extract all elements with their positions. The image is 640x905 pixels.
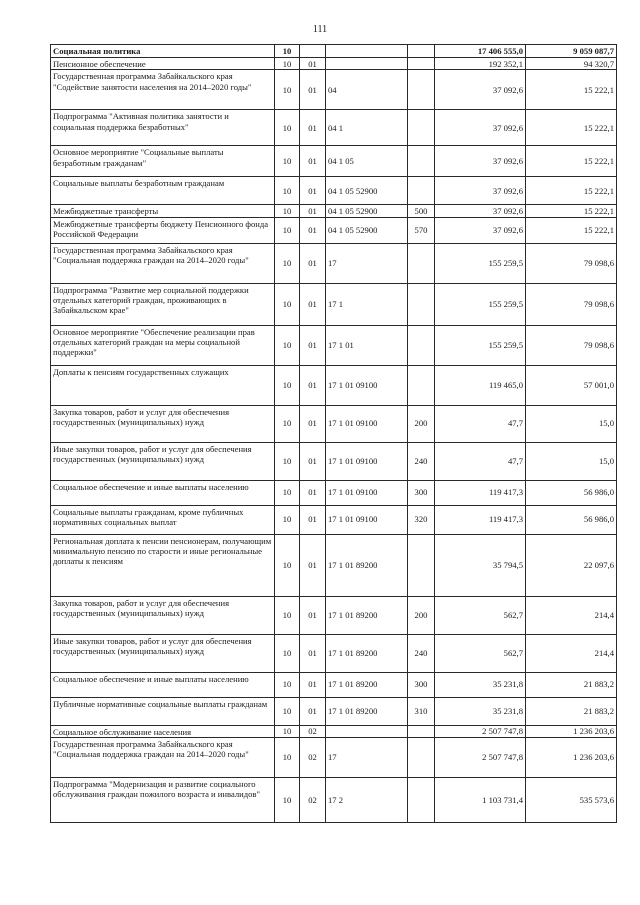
table-row xyxy=(51,70,617,110)
row-name: Межбюджетные трансферты бюджету Пенсионного фонда Российской Федерации xyxy=(51,217,275,243)
row-expense-type xyxy=(408,534,435,596)
table-row xyxy=(51,58,617,70)
row-target-article: 17 1 01 09100 xyxy=(326,405,408,442)
row-amount-actual: 56 986,0 xyxy=(526,480,617,505)
row-section: 10 xyxy=(275,596,300,634)
row-subsection: 01 xyxy=(300,110,326,146)
row-target-article: 17 1 01 09100 xyxy=(326,442,408,480)
table-row xyxy=(51,217,617,243)
row-subsection: 01 xyxy=(300,596,326,634)
row-amount-actual: 535 573,6 xyxy=(526,777,617,822)
row-section: 10 xyxy=(275,70,300,110)
table-row xyxy=(51,405,617,442)
row-amount-actual: 15 222,1 xyxy=(526,110,617,146)
row-name: Государственная программа Забайкальского края "Социальная поддержка граждан на 2014–2020 годы" xyxy=(51,243,275,283)
row-section: 10 xyxy=(275,217,300,243)
row-target-article xyxy=(326,725,408,737)
row-expense-type: 320 xyxy=(408,505,435,534)
table-row xyxy=(51,45,617,58)
row-amount-actual: 15,0 xyxy=(526,405,617,442)
row-subsection xyxy=(300,45,326,58)
row-name: Подпрограмма "Активная политика занятости и социальная поддержка безработных" xyxy=(51,110,275,146)
row-name: Иные закупки товаров, работ и услуг для обеспечения государственных (муниципальных) нужд xyxy=(51,634,275,672)
row-section: 10 xyxy=(275,45,300,58)
row-amount-actual: 214,4 xyxy=(526,596,617,634)
row-amount-plan: 2 507 747,8 xyxy=(435,737,526,777)
row-section: 10 xyxy=(275,672,300,697)
row-name: Социальная политика xyxy=(51,45,275,58)
row-name: Социальные выплаты гражданам, кроме публичных нормативных социальных выплат xyxy=(51,505,275,534)
row-amount-actual: 79 098,6 xyxy=(526,243,617,283)
row-expense-type xyxy=(408,58,435,70)
row-amount-actual: 57 001,0 xyxy=(526,365,617,405)
table-row xyxy=(51,365,617,405)
row-target-article: 04 1 05 52900 xyxy=(326,177,408,205)
row-amount-actual: 15 222,1 xyxy=(526,70,617,110)
row-amount-actual: 94 320,7 xyxy=(526,58,617,70)
row-subsection: 01 xyxy=(300,365,326,405)
row-name: Основное мероприятие "Обеспечение реализации прав отдельных категорий граждан на меры социальной поддержки" xyxy=(51,325,275,365)
row-subsection: 01 xyxy=(300,243,326,283)
row-expense-type: 500 xyxy=(408,205,435,217)
row-amount-actual: 1 236 203,6 xyxy=(526,737,617,777)
row-amount-actual: 21 883,2 xyxy=(526,697,617,725)
row-amount-plan: 192 352,1 xyxy=(435,58,526,70)
row-target-article: 17 1 xyxy=(326,283,408,325)
row-section: 10 xyxy=(275,365,300,405)
row-name: Социальные выплаты безработным гражданам xyxy=(51,177,275,205)
row-name: Подпрограмма "Развитие мер социальной поддержки отдельных категорий граждан, проживающих в Забайкальском крае" xyxy=(51,283,275,325)
row-subsection: 01 xyxy=(300,283,326,325)
row-amount-actual: 79 098,6 xyxy=(526,325,617,365)
row-section: 10 xyxy=(275,725,300,737)
row-section: 10 xyxy=(275,505,300,534)
row-amount-plan: 47,7 xyxy=(435,405,526,442)
row-amount-actual: 214,4 xyxy=(526,634,617,672)
row-subsection: 01 xyxy=(300,146,326,177)
row-name: Социальное обеспечение и иные выплаты населению xyxy=(51,480,275,505)
row-name: Межбюджетные трансферты xyxy=(51,205,275,217)
table-row xyxy=(51,243,617,283)
row-name: Государственная программа Забайкальского края "Социальная поддержка граждан на 2014–2020 годы" xyxy=(51,737,275,777)
row-expense-type: 300 xyxy=(408,480,435,505)
row-subsection: 01 xyxy=(300,325,326,365)
row-amount-actual: 15 222,1 xyxy=(526,205,617,217)
row-amount-actual: 15 222,1 xyxy=(526,146,617,177)
row-target-article: 17 2 xyxy=(326,777,408,822)
table-row xyxy=(51,110,617,146)
row-target-article: 17 xyxy=(326,737,408,777)
row-expense-type xyxy=(408,777,435,822)
row-subsection: 01 xyxy=(300,534,326,596)
row-amount-plan: 37 092,6 xyxy=(435,205,526,217)
page-number: 111 xyxy=(312,24,328,35)
row-amount-actual: 15 222,1 xyxy=(526,217,617,243)
row-amount-plan: 37 092,6 xyxy=(435,110,526,146)
row-amount-plan: 155 259,5 xyxy=(435,243,526,283)
row-expense-type: 310 xyxy=(408,697,435,725)
row-section: 10 xyxy=(275,480,300,505)
row-section: 10 xyxy=(275,58,300,70)
row-target-article: 04 1 xyxy=(326,110,408,146)
row-amount-plan: 119 465,0 xyxy=(435,365,526,405)
row-expense-type: 240 xyxy=(408,634,435,672)
row-subsection: 01 xyxy=(300,672,326,697)
table-row xyxy=(51,634,617,672)
row-target-article xyxy=(326,58,408,70)
row-expense-type xyxy=(408,70,435,110)
row-amount-actual: 21 883,2 xyxy=(526,672,617,697)
row-expense-type xyxy=(408,325,435,365)
row-section: 10 xyxy=(275,243,300,283)
row-expense-type: 240 xyxy=(408,442,435,480)
row-section: 10 xyxy=(275,325,300,365)
row-subsection: 01 xyxy=(300,217,326,243)
row-target-article xyxy=(326,45,408,58)
row-amount-plan: 37 092,6 xyxy=(435,70,526,110)
table-row xyxy=(51,725,617,737)
row-section: 10 xyxy=(275,634,300,672)
row-target-article: 04 xyxy=(326,70,408,110)
row-section: 10 xyxy=(275,205,300,217)
table-row xyxy=(51,505,617,534)
row-expense-type: 200 xyxy=(408,405,435,442)
row-section: 10 xyxy=(275,442,300,480)
row-section: 10 xyxy=(275,283,300,325)
budget-table-body xyxy=(51,45,617,823)
table-row xyxy=(51,534,617,596)
row-subsection: 01 xyxy=(300,177,326,205)
row-amount-plan: 47,7 xyxy=(435,442,526,480)
row-subsection: 02 xyxy=(300,725,326,737)
row-section: 10 xyxy=(275,110,300,146)
row-target-article: 17 xyxy=(326,243,408,283)
row-amount-plan: 562,7 xyxy=(435,596,526,634)
row-amount-actual: 15 222,1 xyxy=(526,177,617,205)
row-amount-plan: 17 406 555,0 xyxy=(435,45,526,58)
row-amount-actual: 1 236 203,6 xyxy=(526,725,617,737)
table-row xyxy=(51,596,617,634)
row-amount-plan: 37 092,6 xyxy=(435,177,526,205)
table-row xyxy=(51,777,617,822)
row-subsection: 01 xyxy=(300,58,326,70)
row-name: Социальное обслуживание населения xyxy=(51,725,275,737)
row-amount-plan: 35 231,8 xyxy=(435,697,526,725)
row-target-article: 17 1 01 89200 xyxy=(326,697,408,725)
row-name: Государственная программа Забайкальского края "Содействие занятости населения на 2014–2020 годы" xyxy=(51,70,275,110)
row-target-article: 17 1 01 09100 xyxy=(326,365,408,405)
row-subsection: 01 xyxy=(300,405,326,442)
row-target-article: 17 1 01 xyxy=(326,325,408,365)
row-amount-actual: 15,0 xyxy=(526,442,617,480)
table-row xyxy=(51,697,617,725)
row-section: 10 xyxy=(275,405,300,442)
row-expense-type: 570 xyxy=(408,217,435,243)
row-name: Публичные нормативные социальные выплаты гражданам xyxy=(51,697,275,725)
row-expense-type xyxy=(408,146,435,177)
row-section: 10 xyxy=(275,697,300,725)
row-subsection: 01 xyxy=(300,505,326,534)
row-subsection: 01 xyxy=(300,205,326,217)
row-name: Доплаты к пенсиям государственных служащих xyxy=(51,365,275,405)
row-expense-type xyxy=(408,737,435,777)
row-expense-type xyxy=(408,283,435,325)
row-name: Иные закупки товаров, работ и услуг для обеспечения государственных (муниципальных) нужд xyxy=(51,442,275,480)
row-amount-plan: 35 794,5 xyxy=(435,534,526,596)
table-row xyxy=(51,325,617,365)
row-expense-type: 300 xyxy=(408,672,435,697)
row-target-article: 17 1 01 89200 xyxy=(326,634,408,672)
row-subsection: 02 xyxy=(300,737,326,777)
row-section: 10 xyxy=(275,737,300,777)
row-target-article: 17 1 01 09100 xyxy=(326,480,408,505)
row-subsection: 02 xyxy=(300,777,326,822)
row-name: Основное мероприятие "Социальные выплаты безработным гражданам" xyxy=(51,146,275,177)
row-subsection: 01 xyxy=(300,442,326,480)
budget-table xyxy=(50,44,617,823)
row-amount-plan: 119 417,3 xyxy=(435,480,526,505)
table-row xyxy=(51,177,617,205)
row-expense-type xyxy=(408,110,435,146)
table-row xyxy=(51,480,617,505)
row-name: Социальное обеспечение и иные выплаты населению xyxy=(51,672,275,697)
row-subsection: 01 xyxy=(300,697,326,725)
table-row xyxy=(51,442,617,480)
row-target-article: 04 1 05 52900 xyxy=(326,205,408,217)
row-amount-plan: 155 259,5 xyxy=(435,325,526,365)
row-name: Пенсионное обеспечение xyxy=(51,58,275,70)
row-amount-actual: 79 098,6 xyxy=(526,283,617,325)
row-amount-plan: 119 417,3 xyxy=(435,505,526,534)
row-name: Закупка товаров, работ и услуг для обеспечения государственных (муниципальных) нужд xyxy=(51,596,275,634)
row-expense-type xyxy=(408,177,435,205)
row-amount-plan: 562,7 xyxy=(435,634,526,672)
row-amount-plan: 2 507 747,8 xyxy=(435,725,526,737)
row-expense-type xyxy=(408,45,435,58)
row-target-article: 17 1 01 89200 xyxy=(326,534,408,596)
row-target-article: 17 1 01 09100 xyxy=(326,505,408,534)
table-row xyxy=(51,146,617,177)
row-target-article: 17 1 01 89200 xyxy=(326,596,408,634)
row-section: 10 xyxy=(275,534,300,596)
row-subsection: 01 xyxy=(300,70,326,110)
table-row xyxy=(51,672,617,697)
row-section: 10 xyxy=(275,777,300,822)
row-expense-type: 200 xyxy=(408,596,435,634)
row-section: 10 xyxy=(275,177,300,205)
row-target-article: 17 1 01 89200 xyxy=(326,672,408,697)
row-amount-actual: 9 059 087,7 xyxy=(526,45,617,58)
row-subsection: 01 xyxy=(300,634,326,672)
table-row xyxy=(51,737,617,777)
row-expense-type xyxy=(408,725,435,737)
row-target-article: 04 1 05 52900 xyxy=(326,217,408,243)
row-expense-type xyxy=(408,365,435,405)
row-expense-type xyxy=(408,243,435,283)
row-amount-plan: 155 259,5 xyxy=(435,283,526,325)
table-row xyxy=(51,283,617,325)
row-amount-plan: 35 231,8 xyxy=(435,672,526,697)
row-amount-actual: 56 986,0 xyxy=(526,505,617,534)
row-name: Закупка товаров, работ и услуг для обеспечения государственных (муниципальных) нужд xyxy=(51,405,275,442)
row-subsection: 01 xyxy=(300,480,326,505)
row-target-article: 04 1 05 xyxy=(326,146,408,177)
row-name: Региональная доплата к пенсии пенсионерам, получающим минимальную пенсию по старости и иные региональные доплаты к пенсиям xyxy=(51,534,275,596)
row-section: 10 xyxy=(275,146,300,177)
row-amount-plan: 37 092,6 xyxy=(435,217,526,243)
row-name: Подпрограмма "Модернизация и развитие социального обслуживания граждан пожилого возраста и инвалидов" xyxy=(51,777,275,822)
row-amount-plan: 1 103 731,4 xyxy=(435,777,526,822)
row-amount-actual: 22 097,6 xyxy=(526,534,617,596)
table-row xyxy=(51,205,617,217)
row-amount-plan: 37 092,6 xyxy=(435,146,526,177)
